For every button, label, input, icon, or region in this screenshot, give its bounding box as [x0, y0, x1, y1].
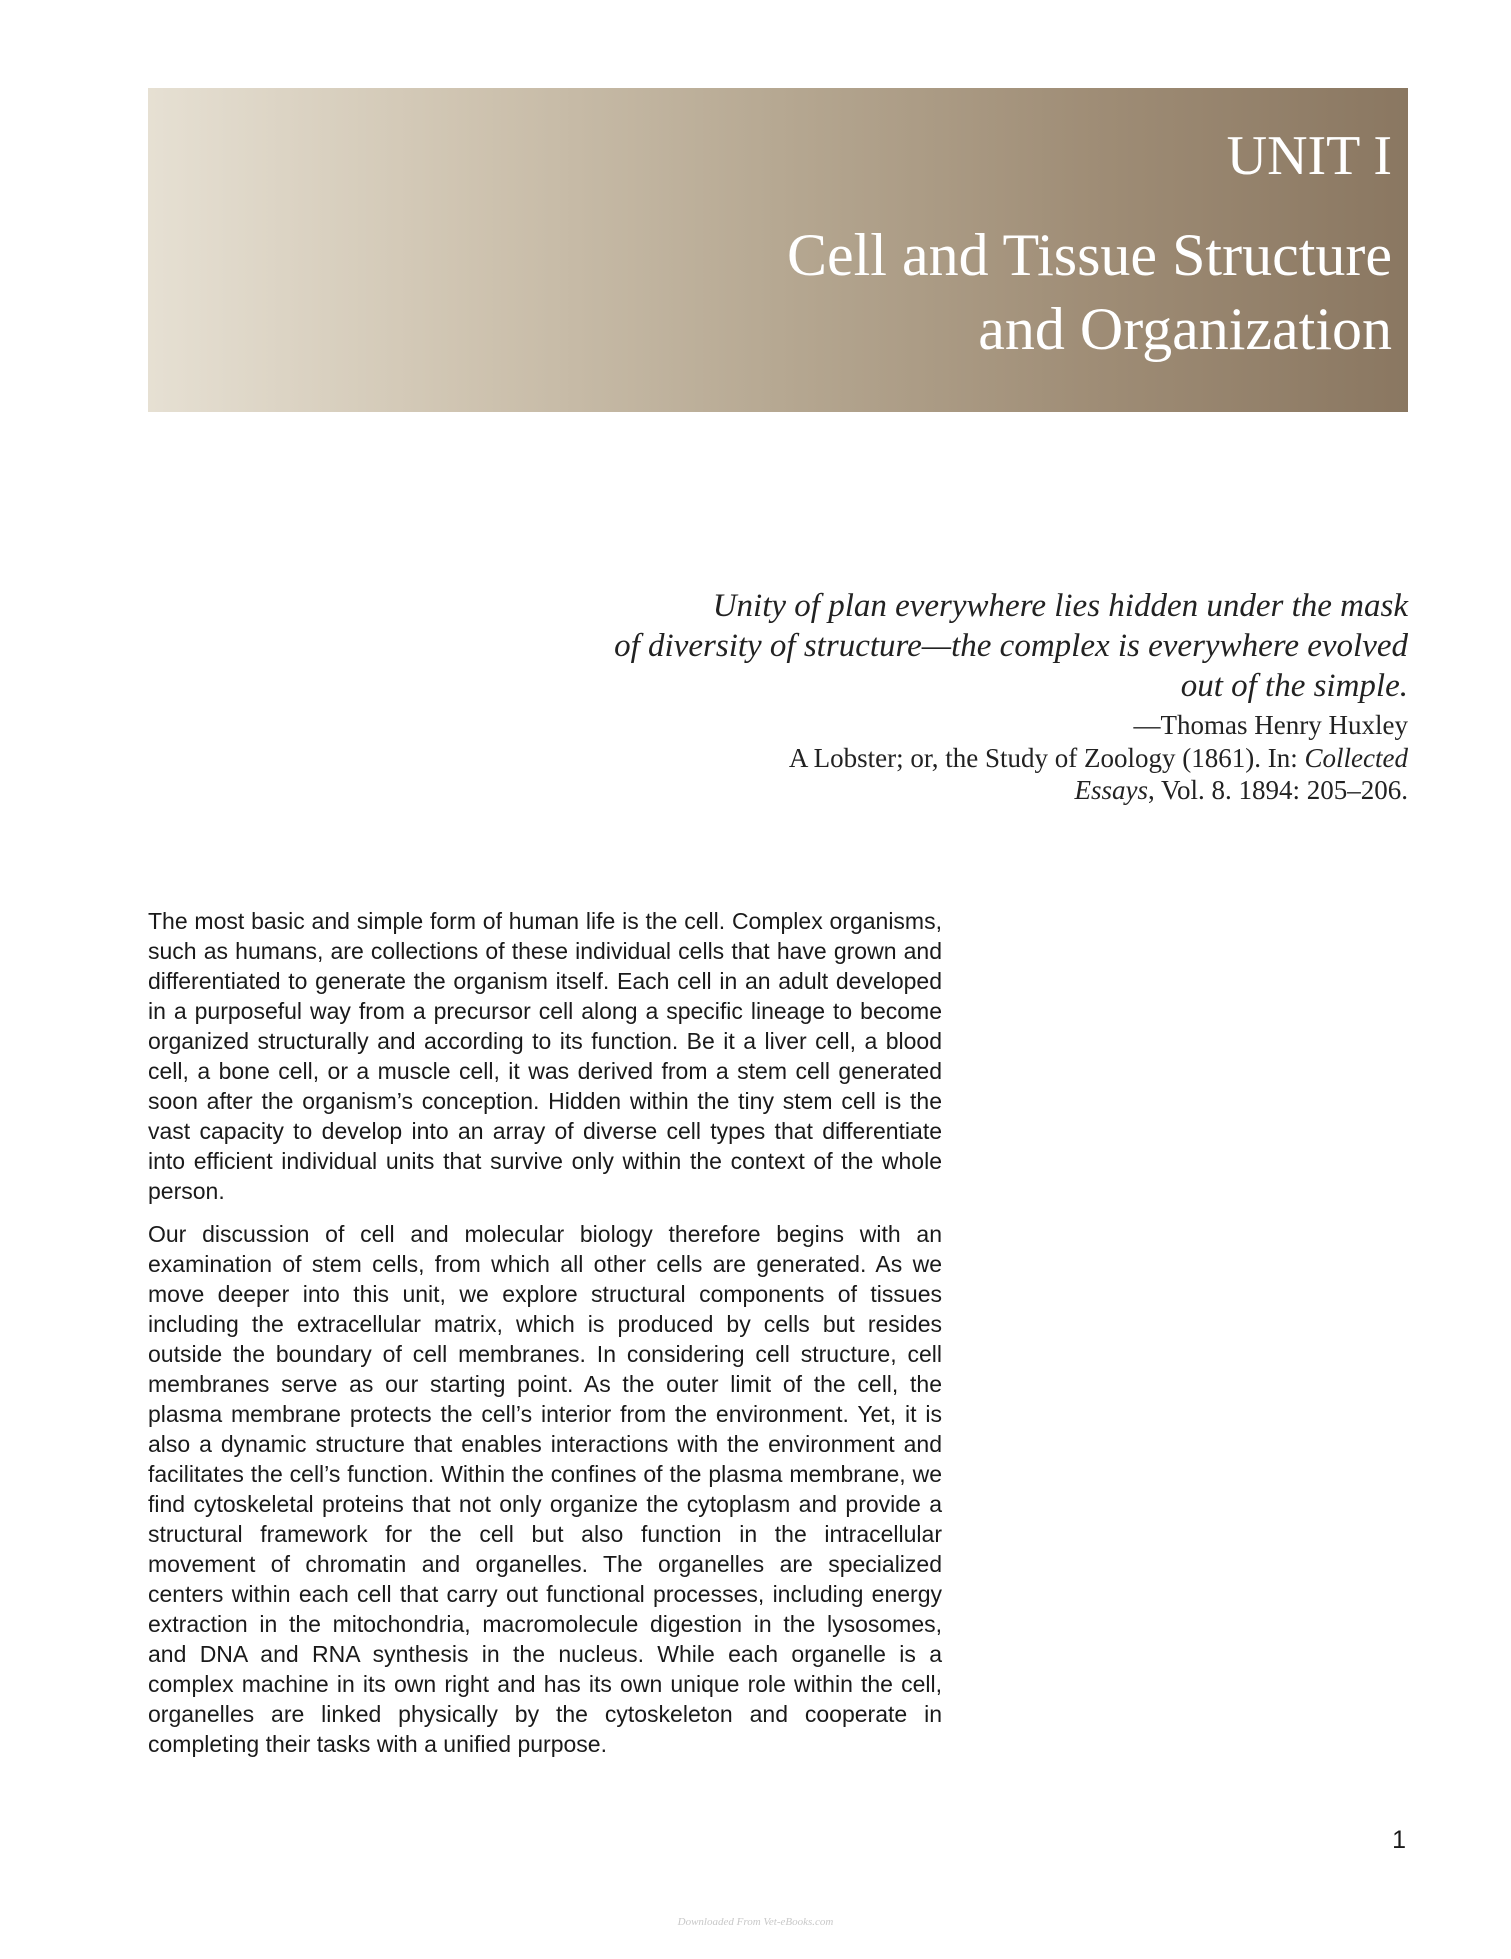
source-line-2 — [508, 774, 1408, 806]
source-italic-collected: Collected — [1304, 743, 1408, 773]
source-italic-essays: Essays — [1074, 775, 1148, 805]
page-number: 1 — [1392, 1826, 1406, 1854]
unit-title-line-1: Cell and Tissue Structure — [786, 222, 1392, 288]
source-prefix: A Lobster; or, the Study of Zoology (1861). In: — [788, 743, 1305, 773]
source-suffix: , Vol. 8. 1894: 205–206. — [1147, 775, 1408, 805]
body-text — [148, 906, 942, 1772]
unit-banner — [148, 88, 1408, 412]
unit-title-line-2: and Organization — [978, 296, 1392, 362]
unit-title — [787, 218, 1392, 366]
quote-line-1: Unity of plan everywhere lies hidden under the mask — [712, 588, 1408, 624]
epigraph-source — [508, 742, 1408, 806]
watermark: Downloaded From Vet-eBooks.com — [677, 1916, 834, 1928]
paragraph-2: Our discussion of cell and molecular biology therefore begins with an examination of stem cells, from which all other cells are generated. As we move deeper into this unit, we explore structural components of tissues including the extracellular matrix, which is produced by cells but resides outside the boundary of cell membranes. In considering cell structure, cell membranes serve as our starting point. As the outer limit of the cell, the plasma membrane protects the cell’s interior from the environment. Yet, it is also a dynamic structure that enables interactions with the environment and facilitates the cell’s function. Within the confines of the plasma membrane, we find cytoskeletal proteins that not only organize the cytoplasm and provide a structural framework for the cell but also function in the intracellular movement of chromatin and organelles. The organelles are specialized centers within each cell that carry out functional processes, including energy extraction in the mitochondria, macromolecule digestion in the lysosomes, and DNA and RNA synthesis in the nucleus. While each organelle is a complex machine in its own right and has its own unique role within the cell, organelles are linked physically by the cytoskeleton and cooperate in completing their tasks with a unified purpose. — [148, 1221, 942, 1757]
quote-line-2: of diversity of structure—the complex is everywhere evolved — [614, 628, 1408, 664]
epigraph — [508, 586, 1408, 806]
epigraph-quote — [508, 586, 1408, 706]
source-line-1 — [508, 742, 1408, 774]
author-name: —Thomas Henry Huxley — [1133, 710, 1408, 740]
unit-label: UNIT I — [1226, 125, 1392, 187]
paragraph-1: The most basic and simple form of human life is the cell. Complex organisms, such as humans, are collections of these individual cells that have grown and differentiated to generate the organism itself. Each cell in an adult developed in a purposeful way from a precursor cell along a specific lineage to become organized structurally and according to its function. Be it a liver cell, a blood cell, a bone cell, or a muscle cell, it was derived from a stem cell generated soon after the organism’s conception. Hidden within the tiny stem cell is the vast capacity to develop into an array of diverse cell types that differentiate into efficient individual units that survive only within the context of the whole person. — [148, 908, 942, 1204]
epigraph-author — [508, 708, 1408, 742]
quote-line-3: out of the simple. — [1180, 668, 1408, 704]
